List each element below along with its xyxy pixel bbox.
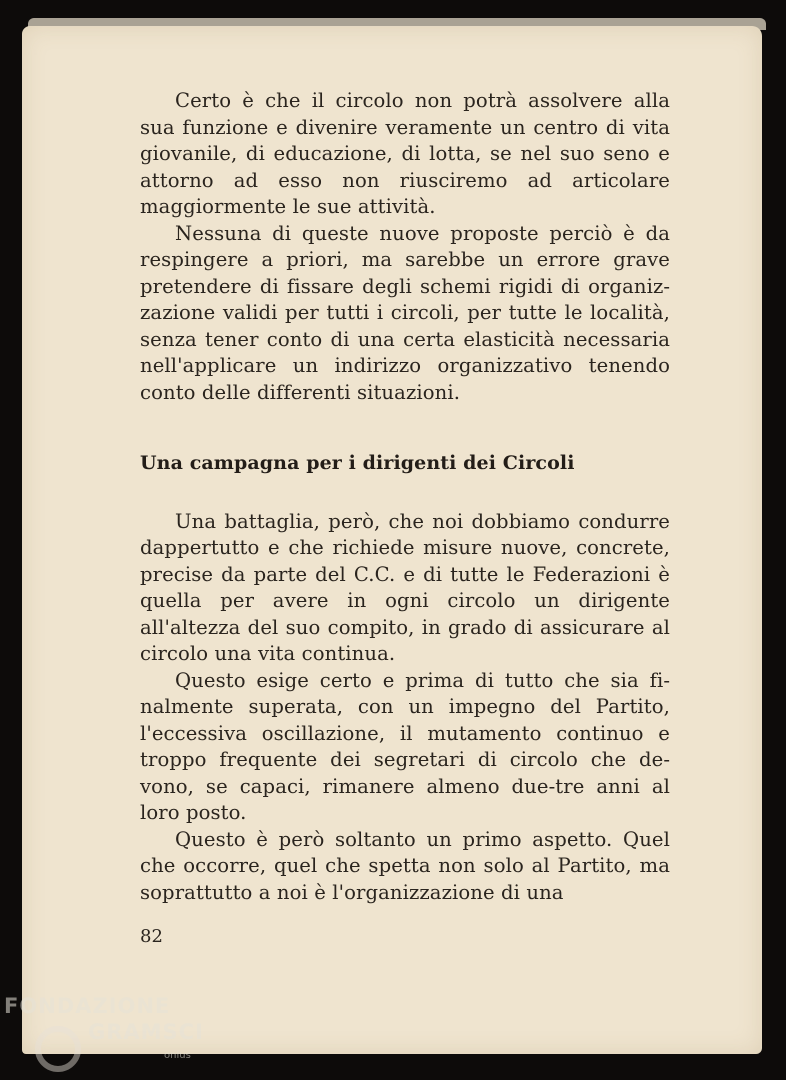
paragraph-1: Certo è che il circolo non potrà assolvere alla sua funzione e divenire veramente un centro di vita giovanile, di educazione, di lotta, se nel suo seno e attorno ad esso non riusciremo ad articolare maggiormente le sue attività. xyxy=(140,89,670,218)
paragraph-5: Questo è però soltanto un primo aspetto. Quel che occorre, quel che spetta non solo al Partito, ma soprattutto a noi è l'organizzazione di una xyxy=(140,827,670,904)
watermark-line-2: GRAMSCI xyxy=(88,1020,204,1044)
watermark-line-1: FONDAZIONE xyxy=(4,994,171,1018)
paragraph-3: Una battaglia, però, che noi dobbiamo condurre dappertutto e che richiede misure nuove, concrete, precise da parte del C.C. e di tutte le Federazioni è quella per avere in ogni circolo un dirigente all'altezza del suo compito, in grado di assicurare al circolo una vita continua. xyxy=(140,509,670,665)
paragraph-2: Nessuna di queste nuove proposte perciò è da respingere a priori, ma sarebbe un errore grave pretendere di fissare degli schemi rigidi di organizzazione validi per tutti i circoli, per tutte le località, senza tener conto di una certa elasticità necessaria nell'applicare un indirizzo organizzativo tenendo conto delle differenti situazioni. xyxy=(140,221,670,404)
page-number: 82 xyxy=(140,926,163,947)
watermark-circle-icon xyxy=(30,1024,86,1074)
watermark-line-3: onlus xyxy=(164,1050,191,1061)
page-body xyxy=(140,88,670,906)
paragraph-4: Questo esige certo e prima di tutto che sia finalmente superata, con un impegno del Partito, l'eccessiva oscillazione, il mutamento continuo e troppo frequente dei segretari di circolo che devono, se capaci, rimanere almeno due-tre anni al loro posto. xyxy=(140,668,670,824)
section-heading: Una campagna per i dirigenti dei Circoli xyxy=(140,452,575,474)
watermark-logo xyxy=(4,994,204,1074)
